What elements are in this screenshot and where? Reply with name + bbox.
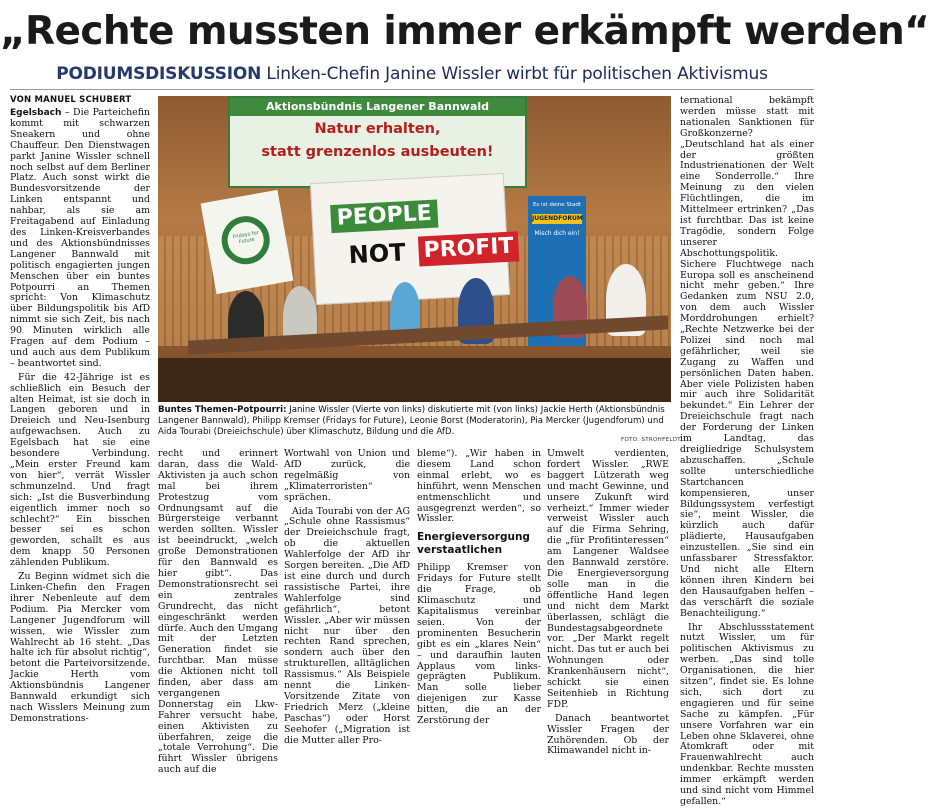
paragraph: Für die 42-Jährige ist es schließlich ein Besuch der alten Heimat, ist sie doch in Langen geboren und in Dreieich und Neu-Isenburg aufgewachsen. Auch zu Egelsbach hat sie eine besondere Verbindung. „Mein erster Freund kam von hier“, verrät Wissler schmunzelnd. Und fragt sich: „Ist die Busverbindung eigentlich immer noch so schlecht?“ Ein bisschen besser sei es schon geworden, schallt es aus dem knapp 50 Personen zählenden Publikum.: [10, 371, 150, 569]
column-5: [547, 448, 669, 757]
dateline: Egelsbach: [10, 108, 62, 118]
paragraph: Zu Beginn widmet sich die Linken-Chefin den Fragen ihrer Nebenleute auf dem Podium. Pia Mercker vom Langener Jugendforum will wissen, wie Wissler zum Wahlrecht ab 16 steht. „Das halte ich für absolut richtig“, betont die Parteivorsitzende. Jackie Herth vom Aktionsbündnis Langener Bannwald erkundigt sich nach Wisslers Meinung zum Demonstrations-: [10, 571, 150, 724]
column-2: [158, 448, 278, 776]
paragraph: bleme“). „Wir haben in diesem Land schon einmal erlebt, wo es hinführt, wenn Menschen entmenschlicht und ausgegrenzt werden“, so Wissler.: [417, 448, 541, 525]
banner-bannwald: Aktionsbündnis Langener Bannwald Natur erhalten, statt grenzenlos ausbeuten!: [228, 96, 527, 188]
paragraph: Philipp Kremser von Fridays for Future stellt die Frage, ob Klimaschutz und Kapitalismus vereinbar seien. Von der prominenten Besucherin gibt es ein „klares Nein“ – und daraufhin lauten Applaus vom links-geprägten Publikum. Man solle lieber diejenigen zur Kasse bitten, die an der Zerstörung der: [417, 562, 541, 727]
banner-people-not-profit: PEOPLE NOT PROFIT: [310, 173, 510, 305]
column-4: [417, 448, 541, 727]
paragraph: Aida Tourabi von der AG „Schule ohne Rassismus“ der Dreieichschule fragt, ob die aktuellen Wahlerfolge der AfD ihr Sorgen bereiten. „Die AfD ist eine durch und durch rassistische Partei, ihre Wahlerfolge sind gefährlich“, betont Wissler. „Aber wir müssen nicht nur über den rechten Rand sprechen, sondern auch über den strukturellen, alltäglichen Rassismus.“ Als Beispiele nennt die Linken-Vorsitzende Zitate von Friedrich Merz („kleine Paschas“) oder Horst Seehofer („Migration ist die Mutter aller Pro-: [284, 505, 410, 746]
article-photo: [158, 96, 671, 402]
divider: [10, 89, 814, 90]
column-1: [10, 107, 150, 724]
banner-jugendforum: Es ist deine Stadt JUGENDFORUM Misch dich ein!: [528, 196, 586, 346]
column-3: [284, 448, 410, 746]
paragraph: Umwelt verdienten, fordert Wissler. „RWE baggert Lützerath weg und macht Gewinne, und unsere Zukunft wird verheizt.“ Immer wieder verweist Wissler auch auf die Firma Sehring, die „für Profitinteressen“ am Langener Waldsee den Bannwald zerstöre. Die Energieversorgung solle man in die öffentliche Hand legen und nicht dem Markt überlassen, schlägt die Bundestagsabgeordnete vor. „Der Markt regelt nicht. Das tut er auch bei Wohnungen oder Krankenhäusern nicht“, schickt sie einen Seitenhieb in Richtung FDP.: [547, 448, 669, 710]
paragraph: Egelsbach – Die Parteichefin kommt mit schwarzen Sneakern und ohne Chauffeur. Den Dienstwagen parkt Janine Wissler schnell noch selbst auf dem Berliner Platz. Auch sonst wirkt die Bundesvorsitzende der Linken entspannt und nahbar, als sie am Freitagabend auf Einladung des Linken-Kreisverbandes und des Aktionsbündnisses Langener Bannwald mit politisch engagierten jungen Menschen über ein buntes Potpourri an Themen spricht: Von Klimaschutz über Bildungspolitik bis AfD nimmt sie sich Zeit, bis nach 90 Minuten wirklich alle Fragen auf dem Podium – und auch aus dem Publikum – beantwortet sind.: [10, 107, 150, 369]
paragraph: ternational bekämpft werden müsse statt mit nationalen Sanktionen für Großkonzerne? „Deutschland hat als einer der größten Industrienationen der Welt eine Sonderrolle.“ Ihre Meinung zu den vielen Flüchtlingen, die im Mittelmeer ertrinken? „Das ist furchtbar. Das ist keine Tragödie, sondern Folge unserer Abschottungspolitik. Sichere Fluchtwege nach Europa soll es anscheinend nicht mehr geben.“ Ihre Gedanken zum NSU 2.0, von dem auch Wissler Morddrohungen erhielt? „Rechte Netzwerke bei der Polizei sind noch mal gefährlicher, weil sie Zugang zu Waffen und persönlichen Daten haben. Aber viele Polizisten haben mir auch ihre Solidarität bekundet.“ Ein Lehrer der Dreieichschule fragt nach der Forderung der Linken im Landtag, das dreigliedrige Schulsystem abzuschaffen. „Schule sollte unterschiedliche Startchancen kompensieren, unser Bildungssystem verfestigt sie“, meint Wissler, die kürzlich auch dafür plädierte, Hausaufgaben einzustellen. „Sie sind ein unfassbarer Stressfaktor. Und nicht alle Eltern können ihren Kindern bei den Hausaufgaben helfen – das verschärft die soziale Benachteiligung.“: [680, 95, 814, 619]
headline: „Rechte mussten immer erkämpft werden“: [0, 9, 929, 54]
deck: Linken-Chefin Janine Wissler wirbt für politischen Aktivismus: [266, 64, 768, 84]
paragraph: Ihr Abschlussstatement nutzt Wissler, um für politischen Aktivismus zu werben. „Das sind tolle Organisationen, die hier sitzen“, findet sie. Es lohne sich, sich dort zu engagieren und für seine Sache zu kämpfen. „Für unsere Vorfahren war ein Leben ohne Sklaverei, ohne Atomkraft oder mit Frauenwahlrecht auch undenkbar. Rechte mussten immer erkämpft werden und sind nicht vom Himmel gefallen.“: [680, 621, 814, 807]
audience: [158, 358, 671, 402]
banner-fridays-for-future: Fridays for Future: [201, 190, 294, 294]
paragraph: Wortwahl von Union und AfD zurück, die regelmäßig von „Klimaterroristen“ sprächen.: [284, 448, 410, 503]
column-6: [680, 95, 814, 807]
subheadline: [0, 60, 824, 88]
photo-caption: Buntes Themen-Potpourri: Janine Wissler (Vierte von links) diskutierte mit (von links) Jackie Herth (Aktionsbündnis Langener Bannwald), Philipp Kremser (Fridays for Future), Leonie Borst (Moderatorin), Pia Mercker (Jugendforum) und Aida Tourabi (Dreieichschule) über Klimaschutz, Bildung und die AfD.: [158, 405, 665, 437]
paragraph: recht und erinnert daran, dass die Wald-Aktivisten ja auch schon mal bei ihrem Protestzug vom Ordnungsamt auf die Bürgersteige verbannt werden sollten. Wissler ist beeindruckt, „welch große Demonstrationen für den Bannwald es hier gibt“. Das Demonstrationsrecht sei ein zentrales Grundrecht, das nicht eingeschränkt werden dürfe. Auch den Umgang mit der Letzten Generation findet sie furchtbar. Man müsse die Aktionen nicht toll finden, aber dass am vergangenen Donnerstag ein Lkw-Fahrer versucht habe, einen Aktivisten zu überfahren, zeige die „totale Verrohung“. Die führt Wissler übrigens auch auf die: [158, 448, 278, 776]
photo-credit: FOTO: STROHFELDT: [621, 437, 681, 443]
kicker: PODIUMSDISKUSSION: [56, 64, 262, 84]
subhead: Energieversorgung verstaatlichen: [417, 531, 530, 557]
paragraph: Danach beantwortet Wissler Fragen der Zuhörenden. Ob der Klimawandel nicht in-: [547, 712, 669, 757]
byline: VON MANUEL SCHUBERT: [10, 95, 132, 105]
